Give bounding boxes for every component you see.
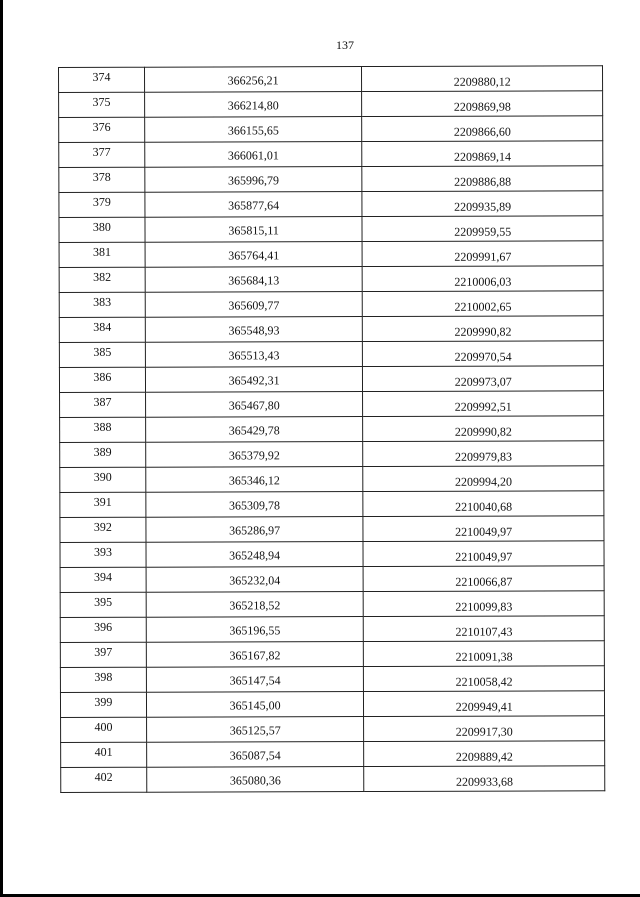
y-coordinate-cell: 2210066,87 bbox=[363, 566, 604, 592]
point-number-cell: 378 bbox=[59, 167, 145, 192]
table-row bbox=[60, 466, 604, 493]
x-coordinate-cell: 365346,12 bbox=[146, 467, 364, 493]
point-number-cell: 399 bbox=[60, 692, 146, 717]
table-row bbox=[59, 291, 603, 318]
table-row bbox=[59, 191, 603, 218]
y-coordinate-cell: 2209917,30 bbox=[364, 716, 605, 742]
table-row bbox=[59, 341, 603, 368]
y-coordinate-cell: 2209889,42 bbox=[364, 741, 605, 767]
x-coordinate-cell: 365609,77 bbox=[145, 292, 363, 318]
point-number-cell: 390 bbox=[60, 467, 146, 492]
x-coordinate-cell: 365877,64 bbox=[145, 192, 363, 218]
x-coordinate-cell: 365467,80 bbox=[145, 392, 363, 418]
table-row bbox=[61, 741, 605, 768]
point-number-cell: 388 bbox=[60, 417, 146, 442]
y-coordinate-cell: 2209979,83 bbox=[363, 441, 604, 467]
table-row bbox=[60, 441, 604, 468]
point-number-cell: 391 bbox=[60, 492, 146, 517]
y-coordinate-cell: 2210058,42 bbox=[364, 666, 605, 692]
table-row bbox=[60, 541, 604, 568]
table-row bbox=[60, 691, 604, 718]
table-row bbox=[60, 416, 604, 443]
point-number-cell: 384 bbox=[59, 317, 145, 342]
x-coordinate-cell: 365080,36 bbox=[147, 767, 365, 793]
table-row bbox=[59, 91, 603, 118]
y-coordinate-cell: 2210091,38 bbox=[364, 641, 605, 667]
x-coordinate-cell: 365492,31 bbox=[145, 367, 363, 393]
point-number-cell: 374 bbox=[59, 67, 145, 92]
x-coordinate-cell: 365815,11 bbox=[145, 217, 363, 243]
point-number-cell: 396 bbox=[60, 617, 146, 642]
point-number-cell: 387 bbox=[60, 392, 146, 417]
y-coordinate-cell: 2209970,54 bbox=[363, 341, 604, 367]
x-coordinate-cell: 365286,97 bbox=[146, 517, 364, 543]
point-number-cell: 397 bbox=[60, 642, 146, 667]
point-number-cell: 382 bbox=[59, 267, 145, 292]
y-coordinate-cell: 2209994,20 bbox=[363, 466, 604, 492]
y-coordinate-cell: 2209869,98 bbox=[362, 91, 603, 117]
x-coordinate-cell: 366256,21 bbox=[144, 67, 362, 93]
y-coordinate-cell: 2210049,97 bbox=[363, 541, 604, 567]
y-coordinate-cell: 2209990,82 bbox=[363, 416, 604, 442]
scan-edge-left bbox=[0, 0, 3, 897]
point-number-cell: 393 bbox=[60, 542, 146, 567]
x-coordinate-cell: 365218,52 bbox=[146, 592, 364, 618]
x-coordinate-cell: 365248,94 bbox=[146, 542, 364, 568]
table-row bbox=[59, 316, 603, 343]
point-number-cell: 392 bbox=[60, 517, 146, 542]
table-row bbox=[60, 616, 604, 643]
y-coordinate-cell: 2209886,88 bbox=[362, 166, 603, 192]
y-coordinate-cell: 2209880,12 bbox=[362, 66, 603, 92]
point-number-cell: 402 bbox=[61, 767, 147, 792]
point-number-cell: 385 bbox=[59, 342, 145, 367]
x-coordinate-cell: 365147,54 bbox=[146, 667, 364, 693]
table-row bbox=[60, 491, 604, 518]
x-coordinate-cell: 365513,43 bbox=[145, 342, 363, 368]
point-number-cell: 389 bbox=[60, 442, 146, 467]
table-row bbox=[59, 141, 603, 168]
x-coordinate-cell: 365145,00 bbox=[146, 692, 364, 718]
y-coordinate-cell: 2209949,41 bbox=[364, 691, 605, 717]
x-coordinate-cell: 366061,01 bbox=[145, 142, 363, 168]
point-number-cell: 386 bbox=[59, 367, 145, 392]
coordinate-table-body bbox=[59, 66, 605, 793]
x-coordinate-cell: 365684,13 bbox=[145, 267, 363, 293]
point-number-cell: 379 bbox=[59, 192, 145, 217]
y-coordinate-cell: 2209990,82 bbox=[363, 316, 604, 342]
y-coordinate-cell: 2209866,60 bbox=[362, 116, 603, 142]
y-coordinate-cell: 2209935,89 bbox=[362, 191, 603, 217]
point-number-cell: 376 bbox=[59, 117, 145, 142]
table-row bbox=[60, 666, 604, 693]
y-coordinate-cell: 2210002,65 bbox=[363, 291, 604, 317]
point-number-cell: 401 bbox=[61, 742, 147, 767]
table-row bbox=[59, 166, 603, 193]
table-row bbox=[61, 716, 605, 743]
point-number-cell: 395 bbox=[60, 592, 146, 617]
point-number-cell: 400 bbox=[61, 717, 147, 742]
point-number-cell: 398 bbox=[60, 667, 146, 692]
y-coordinate-cell: 2210040,68 bbox=[363, 491, 604, 517]
table-row bbox=[59, 66, 603, 93]
table-row bbox=[59, 266, 603, 293]
x-coordinate-cell: 365548,93 bbox=[145, 317, 363, 343]
table-row bbox=[59, 116, 603, 143]
x-coordinate-cell: 365232,04 bbox=[146, 567, 364, 593]
table-row bbox=[60, 516, 604, 543]
y-coordinate-cell: 2210107,43 bbox=[364, 616, 605, 642]
page-number: 137 bbox=[336, 38, 354, 52]
point-number-cell: 383 bbox=[59, 292, 145, 317]
table-row bbox=[60, 591, 604, 618]
table-row bbox=[59, 366, 603, 393]
y-coordinate-cell: 2210049,97 bbox=[363, 516, 604, 542]
coordinate-table bbox=[58, 65, 605, 793]
y-coordinate-cell: 2209869,14 bbox=[362, 141, 603, 167]
table-row bbox=[60, 566, 604, 593]
point-number-cell: 381 bbox=[59, 242, 145, 267]
table-row bbox=[61, 766, 605, 793]
point-number-cell: 377 bbox=[59, 142, 145, 167]
y-coordinate-cell: 2210006,03 bbox=[363, 266, 604, 292]
table-row bbox=[59, 241, 603, 268]
x-coordinate-cell: 366155,65 bbox=[144, 117, 362, 143]
point-number-cell: 380 bbox=[59, 217, 145, 242]
y-coordinate-cell: 2209959,55 bbox=[362, 216, 603, 242]
table-row bbox=[60, 641, 604, 668]
y-coordinate-cell: 2209991,67 bbox=[362, 241, 603, 267]
table-row bbox=[59, 216, 603, 243]
x-coordinate-cell: 365429,78 bbox=[145, 417, 363, 443]
table-row bbox=[60, 391, 604, 418]
x-coordinate-cell: 366214,80 bbox=[144, 92, 362, 118]
x-coordinate-cell: 365996,79 bbox=[145, 167, 363, 193]
x-coordinate-cell: 365196,55 bbox=[146, 617, 364, 643]
x-coordinate-cell: 365125,57 bbox=[146, 717, 364, 743]
point-number-cell: 394 bbox=[60, 567, 146, 592]
y-coordinate-cell: 2209933,68 bbox=[364, 766, 605, 792]
y-coordinate-cell: 2209992,51 bbox=[363, 391, 604, 417]
x-coordinate-cell: 365167,82 bbox=[146, 642, 364, 668]
y-coordinate-cell: 2210099,83 bbox=[364, 591, 605, 617]
y-coordinate-cell: 2209973,07 bbox=[363, 366, 604, 392]
point-number-cell: 375 bbox=[59, 92, 145, 117]
x-coordinate-cell: 365379,92 bbox=[146, 442, 364, 468]
x-coordinate-cell: 365764,41 bbox=[145, 242, 363, 268]
x-coordinate-cell: 365309,78 bbox=[146, 492, 364, 518]
x-coordinate-cell: 365087,54 bbox=[146, 742, 364, 768]
